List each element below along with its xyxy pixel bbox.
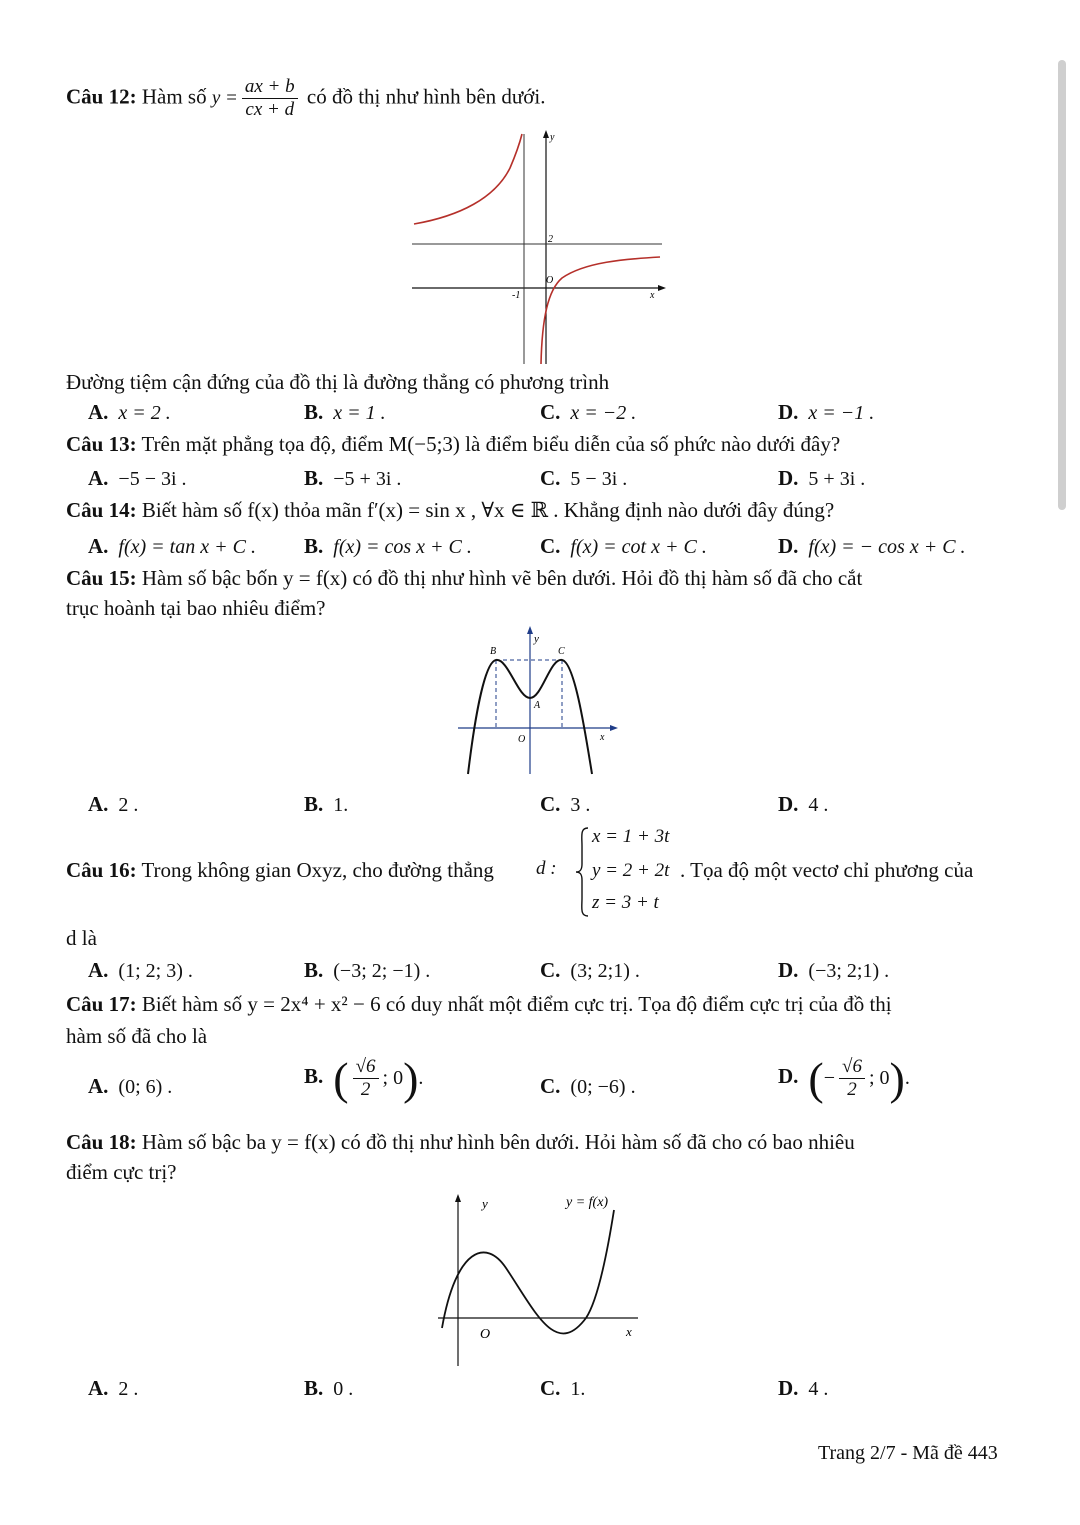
q17-option-a-value: (0; 6) . xyxy=(118,1076,173,1098)
q15-option-a[interactable] xyxy=(88,792,138,817)
q15-option-c-value: 3 . xyxy=(570,794,591,816)
q17-option-d-rparen: ) xyxy=(889,1053,905,1104)
q13-option-d-key: D. xyxy=(778,466,799,490)
q16-option-c-value: (3; 2;1) . xyxy=(570,960,640,982)
q15-option-a-value: 2 . xyxy=(118,794,139,816)
scrollbar[interactable] xyxy=(1058,60,1066,510)
q17-option-d-sign: − xyxy=(823,1067,836,1089)
q17-option-b-fraction xyxy=(353,1056,379,1101)
q16-option-c-key: C. xyxy=(540,958,561,982)
q15-graph-x-label: x xyxy=(600,732,605,743)
q17-option-b[interactable] xyxy=(304,1052,423,1105)
q17-option-b-lparen: ( xyxy=(333,1053,349,1104)
q18-graph-y-label: y xyxy=(482,1196,488,1211)
q15-graph-b-label: B xyxy=(490,646,497,657)
q15-option-b-value: 1. xyxy=(333,794,349,816)
q17-option-d-tail: ; 0 xyxy=(868,1067,890,1089)
q13-option-b-key: B. xyxy=(304,466,324,490)
q13-stem xyxy=(66,432,840,457)
q14-option-a-key: A. xyxy=(88,534,109,558)
q14-option-d-value: f(x) = − cos x + C . xyxy=(808,536,966,558)
q13-option-a-key: A. xyxy=(88,466,109,490)
q15-option-a-key: A. xyxy=(88,792,109,816)
q18-option-a[interactable] xyxy=(88,1376,138,1401)
q12-option-c-value: x = −2 . xyxy=(570,402,637,424)
q17-option-d[interactable] xyxy=(778,1052,910,1105)
q17-stem-line1 xyxy=(66,992,892,1017)
q13-option-b-value: −5 + 3i . xyxy=(333,468,402,490)
q12-option-a-value: x = 2 . xyxy=(118,402,171,424)
q16-eq2: y = 2 + 2t xyxy=(592,860,670,881)
q16-text-c: d là xyxy=(66,926,97,950)
q16-option-b-key: B. xyxy=(304,958,324,982)
q15-option-c-key: C. xyxy=(540,792,561,816)
q16-option-a[interactable] xyxy=(88,958,193,983)
q12-stem xyxy=(66,76,545,121)
q12-question: Đường tiệm cận đứng của đồ thị là đường thẳng có phương trình xyxy=(66,370,610,394)
q16-label: Câu 16: xyxy=(66,858,137,882)
q13-option-c-value: 5 − 3i . xyxy=(570,468,628,490)
q14-option-d[interactable] xyxy=(778,534,966,559)
q15-stem-line1 xyxy=(66,566,862,591)
q17-text-line1: Biết hàm số y = 2x⁴ + x² − 6 có duy nhất một điểm cực trị. Tọa độ điểm cực trị của đồ thị xyxy=(141,992,892,1016)
q17-option-d-den: 2 xyxy=(847,1079,857,1100)
q16-option-d-value: (−3; 2;1) . xyxy=(808,960,890,982)
q18-option-b-key: B. xyxy=(304,1376,324,1400)
q17-option-b-dot: . xyxy=(418,1067,424,1089)
q18-graph-x-label: x xyxy=(626,1324,632,1339)
q16-eq1: x = 1 + 3t xyxy=(592,826,670,847)
q18-graph-o-label: O xyxy=(480,1327,491,1342)
q16-option-b-value: (−3; 2; −1) . xyxy=(333,960,431,982)
q14-option-c-value: f(x) = cot x + C . xyxy=(570,536,707,558)
q13-option-c-key: C. xyxy=(540,466,561,490)
q17-option-d-fraction xyxy=(839,1056,865,1101)
q12-option-d-value: x = −1 . xyxy=(808,402,875,424)
q18-label: Câu 18: xyxy=(66,1130,137,1154)
q12-option-a[interactable] xyxy=(88,400,171,425)
q12-option-b[interactable] xyxy=(304,400,386,425)
q18-option-a-value: 2 . xyxy=(118,1378,139,1400)
q15-graph xyxy=(456,624,622,780)
q13-option-d-value: 5 + 3i . xyxy=(808,468,866,490)
q14-stem xyxy=(66,498,834,523)
q18-stem-line2: điểm cực trị? xyxy=(66,1160,177,1184)
q13-option-d[interactable] xyxy=(778,466,865,491)
q18-text-line1: Hàm số bậc ba y = f(x) có đồ thị như hình bên dưới. Hỏi hàm số đã cho có bao nhiêu xyxy=(141,1130,855,1154)
q16-eq3: z = 3 + t xyxy=(592,892,659,913)
q16-system-brace xyxy=(574,826,590,918)
q14-label: Câu 14: xyxy=(66,498,137,522)
q15-stem-line2: trục hoành tại bao nhiêu điểm? xyxy=(66,596,326,620)
q12-graph-y-label: y xyxy=(550,132,555,143)
q18-option-d-key: D. xyxy=(778,1376,799,1400)
q16-text-a: Trong không gian Oxyz, cho đường thẳng xyxy=(141,858,494,882)
q12-option-b-value: x = 1 . xyxy=(333,402,386,424)
q15-graph-c-label: C xyxy=(558,646,565,657)
page-footer: Trang 2/7 - Mã đề 443 xyxy=(818,1442,998,1464)
q18-stem-line1 xyxy=(66,1130,855,1155)
q15-option-d-value: 4 . xyxy=(808,794,829,816)
q12-func-den: cx + d xyxy=(245,99,295,120)
q15-graph-o-label: O xyxy=(518,734,526,745)
q14-option-c-key: C. xyxy=(540,534,561,558)
q14-option-c[interactable] xyxy=(540,534,707,559)
q17-option-d-lparen: ( xyxy=(808,1053,824,1104)
q12-func-num: ax + b xyxy=(242,76,298,99)
q12-graph-minus-one-label: -1 xyxy=(512,290,521,301)
q17-option-b-num: √6 xyxy=(353,1056,379,1079)
q18-option-b-value: 0 . xyxy=(333,1378,354,1400)
q17-option-b-rparen: ) xyxy=(403,1053,419,1104)
q16-stem-part1 xyxy=(66,858,494,883)
q16-option-b[interactable] xyxy=(304,958,430,983)
q17-option-b-tail: ; 0 xyxy=(382,1067,404,1089)
q18-option-c[interactable] xyxy=(540,1376,585,1401)
q16-d-label: d : xyxy=(536,858,557,879)
q13-option-a[interactable] xyxy=(88,466,187,491)
q12-graph-x-label: x xyxy=(650,290,655,301)
q12-option-c[interactable] xyxy=(540,400,636,425)
q17-label: Câu 17: xyxy=(66,992,137,1016)
q14-option-b[interactable] xyxy=(304,534,472,559)
q16-option-d[interactable] xyxy=(778,958,889,983)
q16-option-a-key: A. xyxy=(88,958,109,982)
q12-option-c-key: C. xyxy=(540,400,561,424)
q18-option-c-key: C. xyxy=(540,1376,561,1400)
q17-stem-line2: hàm số đã cho là xyxy=(66,1024,208,1048)
q17-option-c-value: (0; −6) . xyxy=(570,1076,636,1098)
q13-option-c[interactable] xyxy=(540,466,627,491)
q17-option-c-key: C. xyxy=(540,1074,561,1098)
q12-option-d[interactable] xyxy=(778,400,874,425)
q15-text-line1: Hàm số bậc bốn y = f(x) có đồ thị như hình vẽ bên dưới. Hỏi đồ thị hàm số đã cho cắt xyxy=(141,566,863,590)
q18-option-b[interactable] xyxy=(304,1376,353,1401)
q15-graph-a-label: A xyxy=(534,700,541,711)
q18-option-a-key: A. xyxy=(88,1376,109,1400)
q14-option-a-value: f(x) = tan x + C . xyxy=(118,536,256,558)
q13-label: Câu 13: xyxy=(66,432,137,456)
q12-graph-o-label: O xyxy=(546,275,554,286)
q15-graph-y-label: y xyxy=(534,633,539,645)
q17-option-a[interactable] xyxy=(88,1074,172,1099)
q17-option-d-num: √6 xyxy=(839,1056,865,1079)
q17-option-c[interactable] xyxy=(540,1074,636,1099)
q18-graph-fx-label: y = f(x) xyxy=(566,1195,609,1210)
q12-option-d-key: D. xyxy=(778,400,799,424)
q12-func-lhs: y = xyxy=(211,87,238,109)
q12-text-a: Hàm số xyxy=(141,84,207,109)
q13-option-a-value: −5 − 3i . xyxy=(118,468,187,490)
q13-option-b[interactable] xyxy=(304,466,401,491)
q12-option-a-key: A. xyxy=(88,400,109,424)
q17-option-a-key: A. xyxy=(88,1074,109,1098)
q12-label: Câu 12: xyxy=(66,84,137,109)
q18-option-d[interactable] xyxy=(778,1376,828,1401)
q15-option-c[interactable] xyxy=(540,792,590,817)
q17-option-b-key: B. xyxy=(304,1064,324,1089)
q18-graph xyxy=(436,1188,646,1368)
q15-option-b-key: B. xyxy=(304,792,324,816)
q16-option-a-value: (1; 2; 3) . xyxy=(118,960,193,982)
q17-option-d-dot: . xyxy=(904,1067,910,1089)
q17-option-b-den: 2 xyxy=(360,1079,371,1100)
q17-option-d-key: D. xyxy=(778,1064,799,1089)
q12-graph xyxy=(410,128,670,364)
q14-option-b-key: B. xyxy=(304,534,324,558)
q13-text: Trên mặt phẳng tọa độ, điểm M(−5;3) là điểm biểu diễn của số phức nào dưới đây? xyxy=(141,432,841,456)
q15-label: Câu 15: xyxy=(66,566,137,590)
q16-option-d-key: D. xyxy=(778,958,799,982)
q14-text: Biết hàm số f(x) thỏa mãn f′(x) = sin x , ∀x ∈ ℝ . Khẳng định nào dưới đây đúng? xyxy=(141,498,835,522)
q12-option-b-key: B. xyxy=(304,400,324,424)
q12-fraction xyxy=(242,76,298,121)
q16-option-c[interactable] xyxy=(540,958,640,983)
q15-option-d[interactable] xyxy=(778,792,828,817)
q15-option-d-key: D. xyxy=(778,792,799,816)
q14-option-a[interactable] xyxy=(88,534,256,559)
q16-text-b: . Tọa độ một vectơ chỉ phương của xyxy=(680,858,974,882)
q14-option-b-value: f(x) = cos x + C . xyxy=(333,536,472,558)
q18-option-d-value: 4 . xyxy=(808,1378,829,1400)
q12-graph-two-label: 2 xyxy=(548,234,553,245)
q14-option-d-key: D. xyxy=(778,534,799,558)
q15-option-b[interactable] xyxy=(304,792,348,817)
q18-option-c-value: 1. xyxy=(570,1378,586,1400)
q12-text-b: có đồ thị như hình bên dưới. xyxy=(306,84,546,109)
